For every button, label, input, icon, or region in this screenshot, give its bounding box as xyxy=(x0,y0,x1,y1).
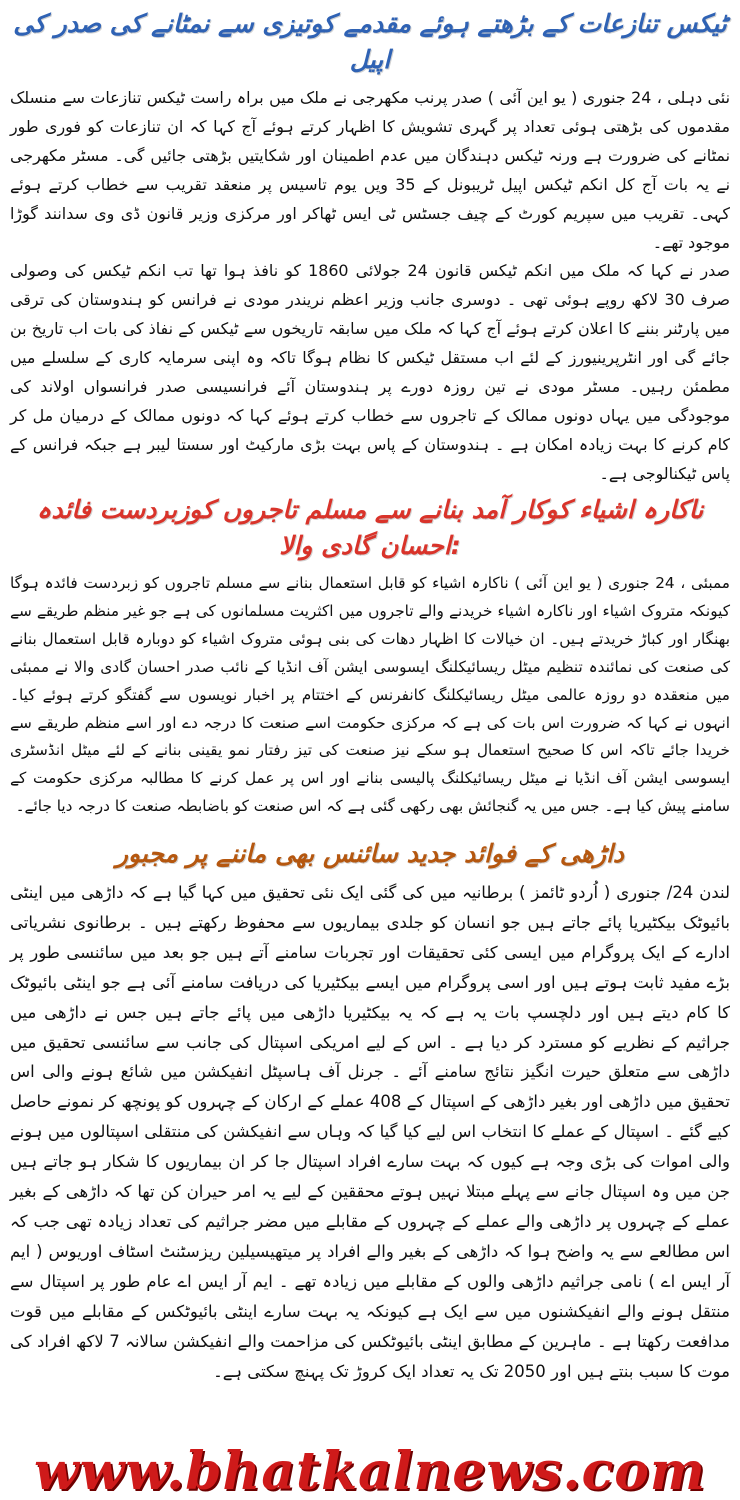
article-beard-science xyxy=(10,836,730,1416)
brand-website[interactable]: www.bhatkalnews.com xyxy=(34,1440,706,1500)
article-headline: ٹیکس تنازعات کے بڑھتے ہوئے مقدمے کوتیزی سے نمٹانے کی صدر کی اپیل xyxy=(13,9,727,74)
article-paragraph: نئی دہلی ، 24 جنوری ( یو این آئی ) صدر پرنب مکھرجی نے ملک میں براہ راست ٹیکس تنازعات سے منسلک مقدموں کی بڑھتی ہوئی تعداد پر گہری تشویش کا اظہار کرتے ہوئے آج کہا کہ ان تنازعات کو فوری طور نمٹانے کی ضرورت ہے ورنہ ٹیکس دہندگان میں عدم اطمینان اور شکایتیں بڑھتی جائیں گی۔ مسٹر مکھرجی نے یہ بات آج کل انکم ٹیکس اپیل ٹریبونل کے 35 ویں یوم تاسیس پر منعقد تقریب سے خطاب کرتے ہوئے کہی۔ تقریب میں سپریم کورٹ کے چیف جسٹس ٹی ایس ٹھاکر اور مرکزی وزیر قانون ڈی وی سدانند گوڑا موجود تھے۔ xyxy=(10,88,730,252)
article-paragraph: ممبئی ، 24 جنوری ( یو این آئی ) ناکارہ اشیاء کو قابل استعمال بنانے سے مسلم تاجروں کو زبردست فائدہ ہوگا کیونکہ متروک اشیاء اور ناکارہ اشیاء خریدنے والے تاجروں میں اکثریت مسلمانوں کی ہے جو غیر منظم طریقے سے بھنگار اور کباڑ خریدتے ہیں۔ ان خیالات کا اظہار دھات کی بنی ہوئی متروک اشیاء کو دوبارہ قابل استعمال بنانے کی صنعت کی نمائندہ تنظیم میٹل ریسائیکلنگ ایسوسی ایشن آف انڈیا کے نائب صدر احسان گادی والا نے ممبئی میں منعقدہ دو روزہ عالمی میٹل ریسائیکلنگ کانفرنس کے اختتام پر اخبار نویسوں سے گفتگو کرتے ہوئے کیا۔ انہوں نے کہا کہ ضرورت اس بات کی ہے کہ مرکزی حکومت اسے صنعت کا درجہ دے اور اسے منظم طریقے سے خریدا جائے تاکہ اس کا صحیح استعمال ہو سکے نیز صنعت کی تیز رفتار نمو یقینی بنانے کے لئے میٹل انڈسٹری ایسوسی ایشن آف انڈیا نے میٹل ریسائیکلنگ پالیسی بنانے اور اس پر عمل کرنے کا مطالبہ مرکزی حکومت کے سامنے پیش کیا ہے۔ جس میں یہ گنجائش بھی رکھی گئی ہے کہ اس صنعت کو باضابطہ صنعت کا درجہ دیا جائے۔ xyxy=(10,574,730,816)
article-headline: ناکارہ اشیاء کوکار آمد بنانے سے مسلم تاجروں کوزبردست فائدہ :احسان گادی والا xyxy=(36,495,704,560)
brand-footer xyxy=(0,1442,740,1500)
article-tax-disputes xyxy=(10,6,730,490)
article-paragraph: لندن 24/ جنوری ( اُردو ٹائمز ) برطانیہ میں کی گئی ایک نئی تحقیق میں کہا گیا ہے کہ داڑھی میں اینٹی بائیوٹک بیکٹیریا پائے جاتے ہیں جو انسان کو جلدی بیماریوں سے محفوظ رکھتے ہیں ۔ برطانوی نشریاتی ادارے کے ایک پروگرام میں ایسی کئی تحقیقات اور تجربات سامنے آتے ہیں جو بعد میں سائنسی طور پر بڑے مفید ثابت ہوتے ہیں اور اسی پروگرام میں ایسے بیکٹیریا کی دریافت سامنے آئی ہے جو اینٹی بائیوٹک کا کام دیتے ہیں اور دلچسپ بات یہ ہے کہ یہ بیکٹیریا داڑھی میں پائے جاتے ہیں جس نے داڑھی میں جراثیم کے نظریے کو مسترد کر دیا ہے ۔ اس کے لیے امریکی اسپتال کی جانب سے سائنسی تحقیق میں داڑھی سے متعلق حیرت انگیز نتائج سامنے آئے ۔ جرنل آف ہاسپٹل انفیکشن میں شائع ہونے والی اس تحقیق میں داڑھی اور بغیر داڑھی کے اسپتال کے 408 عملے کے ارکان کے چہروں کو پونچھ کر نمونے حاصل کیے گئے ۔ اسپتال کے عملے کا انتخاب اس لیے کیا گیا کہ وہاں سے انفیکشن کی منتقلی اسپتالوں میں ہونے والی اموات کی بڑی وجہ ہے کیوں کہ بہت سارے افراد اسپتال جا کر ان بیماریوں کا شکار ہو جاتے ہیں جن میں وہ اسپتال جانے سے پہلے مبتلا نہیں ہوتے محققین کے لیے یہ امر حیران کن تھا کہ داڑھی کے بغیر عملے کے چہروں پر داڑھی والے عملے کے چہروں کے مقابلے میں مضر جراثیم کی تعداد زیادہ تھی جب کہ اس مطالعے سے یہ واضح ہوا کہ داڑھی کے بغیر والے افراد پر میتھیسیلین ریزسٹنٹ اسٹاف اوریوس ( ایم آر ایس اے ) نامی جراثیم داڑھی والوں کے مقابلے میں زیادہ تھے ۔ ایم آر ایس اے عام طور پر اسپتال سے منتقل ہونے والے انفیکشنوں میں سے ایک ہے کیونکہ یہ بہت سارے اینٹی بائیوٹکس کے مقابلے میں قوت مدافعت رکھتا ہے ۔ ماہرین کے مطابق اینٹی بائیوٹکس کی مزاحمت والے انفیکشن سالانہ 7 لاکھ افراد کی موت کا سبب بنتے ہیں اور 2050 تک یہ تعداد ایک کروڑ تک پہنچ سکتی ہے۔ xyxy=(10,883,730,1381)
article-paragraph: صدر نے کہا کہ ملک میں انکم ٹیکس قانون 24 جولائی 1860 کو نافذ ہوا تھا تب انکم ٹیکس کی وصولی صرف 30 لاکھ روپے ہوئی تھی ۔ دوسری جانب وزیر اعظم نریندر مودی نے فرانس کو ہندوستان کی ترقی میں پارٹنر بننے کا اعلان کرتے ہوئے آج کہا کہ ملک میں سابقہ تاریخوں سے ٹیکس کے نفاذ کی بات اب تاریخ بن جائے گی اور انٹرپرینیورز کے لئے اب مستقل ٹیکس کا نظام ہوگا تاکہ وہ اپنی سرمایہ کاری کے سلسلے میں مطمئن رہیں۔ مسٹر مودی نے تین روزہ دورے پر ہندوستان آئے فرانسیسی صدر فرانسواں اولاند کی موجودگی میں یہاں دونوں ممالک کے تاجروں سے خطاب کرتے ہوئے کہا کہ دونوں ممالک کے درمیان مل کر کام کرنے کا بہت زیادہ امکان ہے ۔ ہندوستان کے پاس بہت بڑی مارکیٹ اور سستا لیبر ہے جبکہ فرانس کے پاس ٹیکنالوجی ہے۔ xyxy=(10,261,730,483)
article-headline: داڑھی کے فوائد جدید سائنس بھی ماننے پر مجبور xyxy=(115,839,625,868)
article-scrap-recycling xyxy=(10,492,730,834)
